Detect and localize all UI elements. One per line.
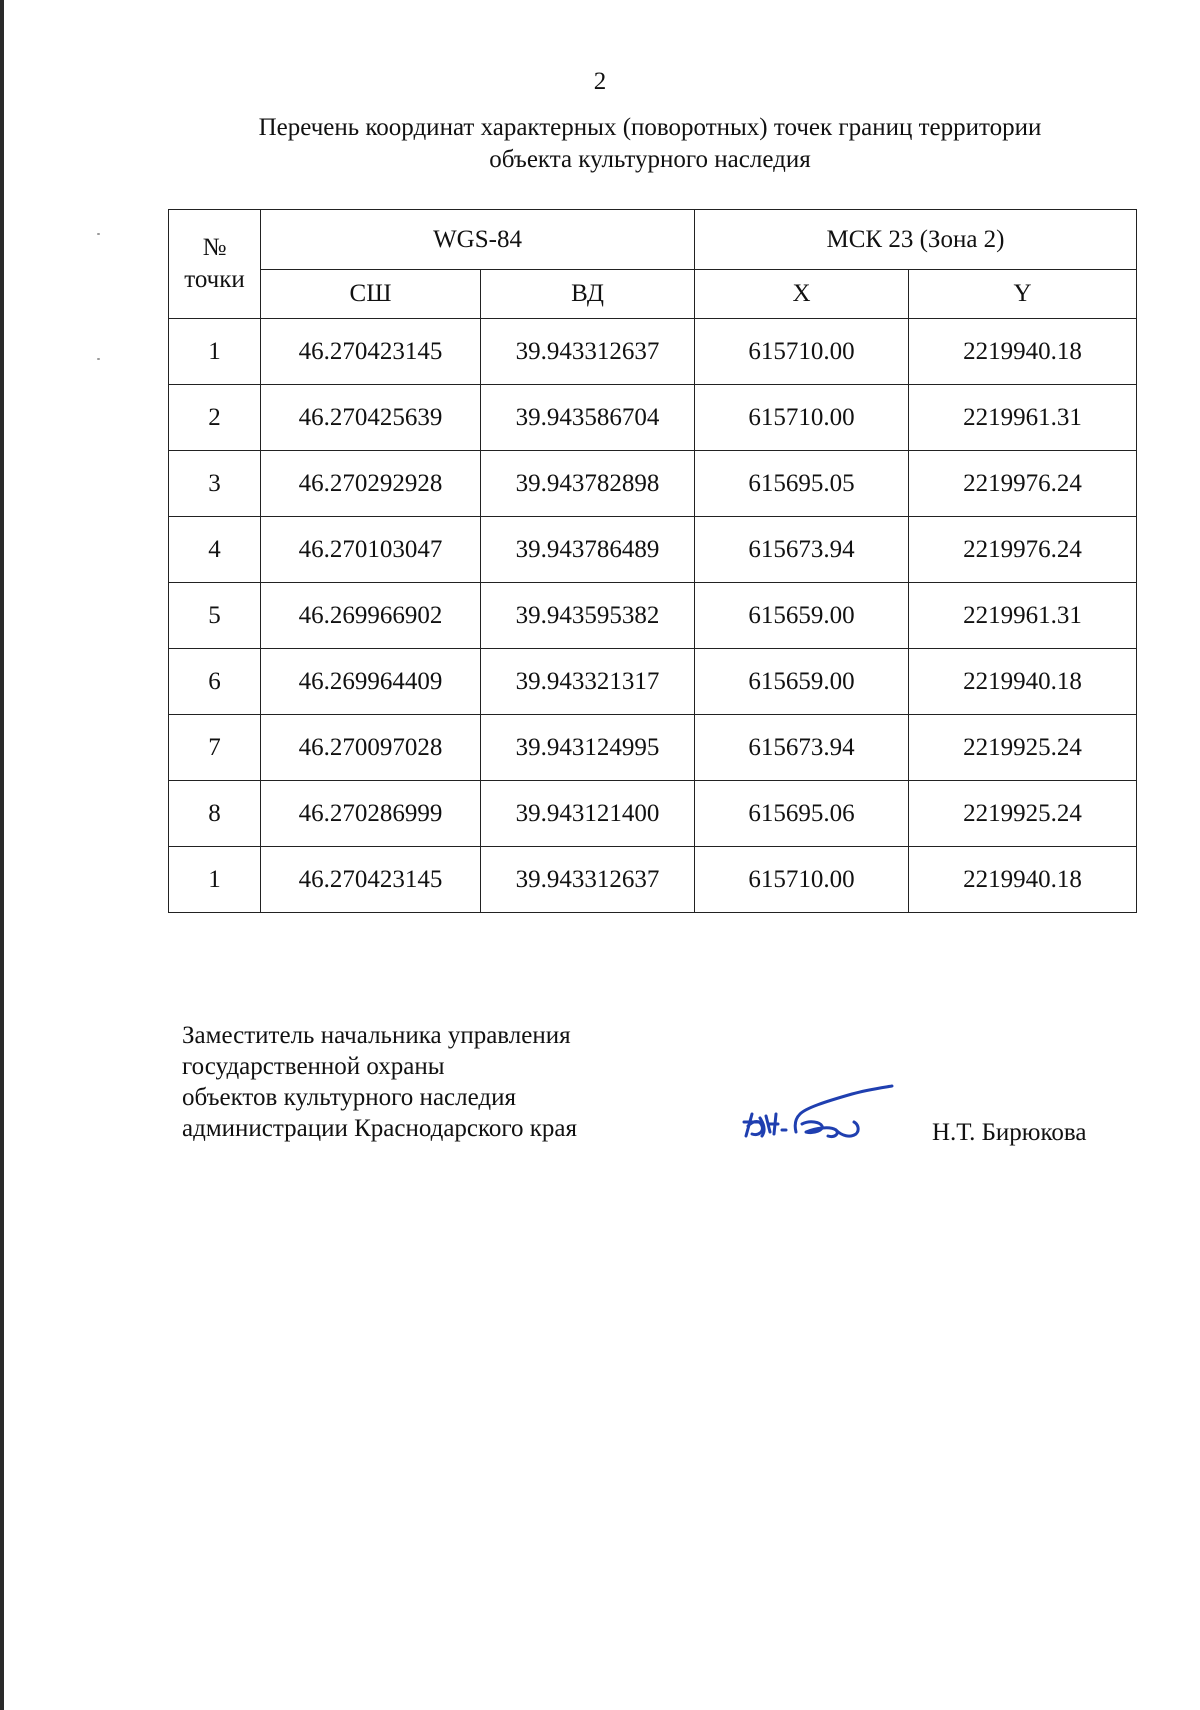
longitude-cell: 39.943586704 (481, 385, 695, 451)
point-number-cell: 8 (169, 781, 261, 847)
y-cell: 2219961.31 (909, 385, 1137, 451)
signatory-name: Н.Т. Бирюкова (932, 1119, 1087, 1146)
latitude-cell: 46.270286999 (261, 781, 481, 847)
y-cell: 2219940.18 (909, 649, 1137, 715)
coordinates-table-body (169, 319, 1137, 913)
signatory-position-line: Заместитель начальника управления (182, 1022, 571, 1049)
y-cell: 2219976.24 (909, 517, 1137, 583)
table-row (169, 715, 1137, 781)
latitude-cell: 46.270423145 (261, 319, 481, 385)
signatory-position-line: государственной охраны (182, 1053, 445, 1080)
table-row (169, 649, 1137, 715)
point-number-header (169, 210, 261, 319)
latitude-cell: 46.269964409 (261, 649, 481, 715)
latitude-cell: 46.270423145 (261, 847, 481, 913)
latitude-cell: 46.270103047 (261, 517, 481, 583)
point-number-cell: 4 (169, 517, 261, 583)
x-cell: 615695.06 (695, 781, 909, 847)
point-number-header-line: точки (184, 266, 245, 293)
signatory-position-line: администрации Краснодарского края (182, 1115, 578, 1142)
latitude-cell: 46.269966902 (261, 583, 481, 649)
scan-edge (0, 0, 4, 1710)
page-number: 2 (593, 68, 607, 95)
longitude-cell: 39.943782898 (481, 451, 695, 517)
x-cell: 615695.05 (695, 451, 909, 517)
document-title-line: Перечень координат характерных (поворотных) точек границ территории (258, 114, 1042, 141)
table-row (169, 517, 1137, 583)
latitude-cell: 46.270425639 (261, 385, 481, 451)
point-number-cell: 1 (169, 847, 261, 913)
table-header-row (169, 210, 1137, 270)
latitude-header: СШ (261, 270, 481, 319)
x-cell: 615710.00 (695, 319, 909, 385)
longitude-cell: 39.943121400 (481, 781, 695, 847)
table-row (169, 451, 1137, 517)
y-cell: 2219940.18 (909, 847, 1137, 913)
longitude-cell: 39.943786489 (481, 517, 695, 583)
y-header: Y (909, 270, 1137, 319)
point-number-cell: 5 (169, 583, 261, 649)
msk23-group-header: МСК 23 (Зона 2) (695, 210, 1137, 270)
longitude-cell: 39.943595382 (481, 583, 695, 649)
y-cell: 2219976.24 (909, 451, 1137, 517)
table-row (169, 583, 1137, 649)
point-number-cell: 3 (169, 451, 261, 517)
x-cell: 615659.00 (695, 649, 909, 715)
y-cell: 2219940.18 (909, 319, 1137, 385)
x-cell: 615673.94 (695, 715, 909, 781)
document-title (160, 112, 1140, 176)
longitude-cell: 39.943124995 (481, 715, 695, 781)
longitude-header: ВД (481, 270, 695, 319)
table-row (169, 385, 1137, 451)
wgs84-group-header: WGS-84 (261, 210, 695, 270)
x-cell: 615710.00 (695, 385, 909, 451)
point-number-cell: 7 (169, 715, 261, 781)
table-row (169, 319, 1137, 385)
table-row (169, 781, 1137, 847)
scan-speck (97, 358, 100, 360)
x-cell: 615710.00 (695, 847, 909, 913)
y-cell: 2219925.24 (909, 781, 1137, 847)
signatory-position-line: объектов культурного наследия (182, 1084, 516, 1111)
point-number-header-line: № (202, 234, 227, 261)
point-number-cell: 2 (169, 385, 261, 451)
signatory-position (182, 1020, 642, 1144)
latitude-cell: 46.270097028 (261, 715, 481, 781)
longitude-cell: 39.943312637 (481, 319, 695, 385)
y-cell: 2219961.31 (909, 583, 1137, 649)
point-number-cell: 6 (169, 649, 261, 715)
point-number-cell: 1 (169, 319, 261, 385)
latitude-cell: 46.270292928 (261, 451, 481, 517)
longitude-cell: 39.943321317 (481, 649, 695, 715)
longitude-cell: 39.943312637 (481, 847, 695, 913)
y-cell: 2219925.24 (909, 715, 1137, 781)
x-cell: 615673.94 (695, 517, 909, 583)
scan-speck (97, 233, 100, 235)
handwritten-signature (740, 1080, 900, 1150)
coordinates-table (168, 209, 1137, 913)
table-subheader-row (169, 270, 1137, 319)
x-cell: 615659.00 (695, 583, 909, 649)
document-title-line: объекта культурного наследия (489, 146, 811, 173)
table-row (169, 847, 1137, 913)
x-header: X (695, 270, 909, 319)
